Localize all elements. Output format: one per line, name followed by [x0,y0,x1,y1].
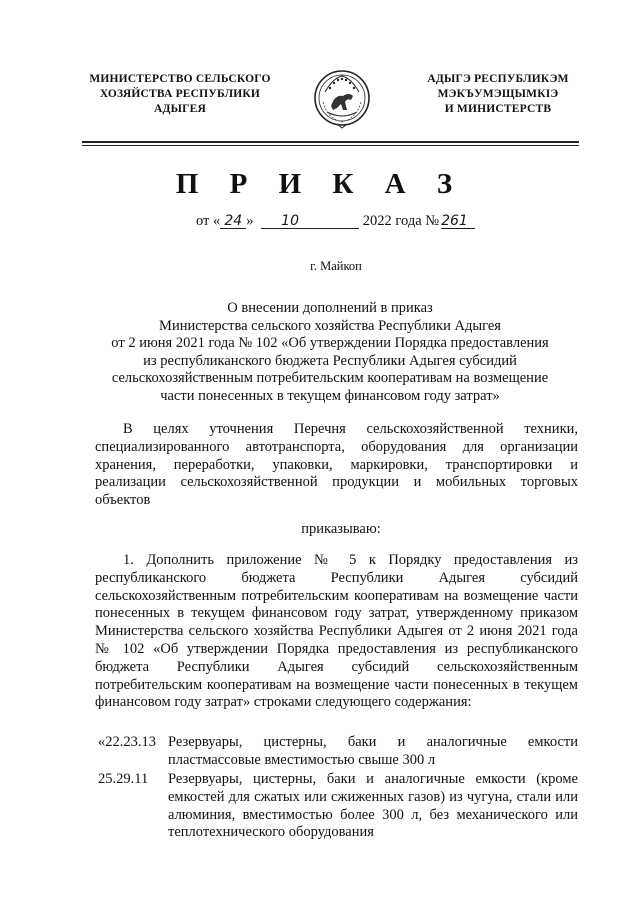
ministry-name-line: МЭКЪУМЭЩЫМКIЭ [437,88,559,100]
subject-line: от 2 июня 2021 года № 102 «Об утверждении Порядка предоставления [111,335,549,351]
header-divider-thin [82,145,579,146]
subject-line: О внесении дополнений в приказ [227,300,433,316]
subject-line: Министерства сельского хозяйства Республики Адыгея [159,317,501,334]
okpd-code: «22.23.13 [98,734,156,750]
letterhead [60,66,590,136]
date-year: 2022 года № [362,213,440,229]
date-day: 24 [220,214,246,229]
ministry-name-line: ХОЗЯЙСТВА РЕСПУБЛИКИ [99,88,261,100]
preamble-paragraph: В целях уточнения Перечня сельскохозяйственной техники, специализированного автотранспорта, оборудования для организации хранения, переработки, упаковки, маркировки, транспортировки и реализации сельскохозяйственной продукции и мобильных торговых объектов [95,421,578,509]
item-description: Резервуары, цистерны, баки и аналогичные емкости пластмассовые вместимостью свыше 300 л [168,734,578,768]
okpd-code: 25.29.11 [98,771,149,787]
city-name: г. Майкоп [310,259,362,273]
header-divider-thick [82,141,579,143]
date-month: 10 [261,214,359,229]
order-number: 261 [441,214,475,229]
subject-line: из республиканского бюджета Республики Адыгея субсидий [143,352,517,369]
ministry-name-line: И МИНИСТЕРСТВ [444,103,552,115]
subject-line: части понесенных в текущем финансовом году затрат» [160,387,500,404]
date-prefix: от « [196,213,221,229]
order-subject [95,300,565,405]
subject-line: сельскохозяйственным потребительским кооперативам на возмещение [111,370,549,386]
ministry-name-russian [80,72,280,117]
date-quote-close: » [246,213,254,229]
ministry-name-adyghe [398,72,598,117]
item-description: Резервуары, цистерны, баки и аналогичные емкости (кроме емкостей для сжатых или сжиженных газов) из чугуна, стали или алюминия, вместимостью более 300 л, без механического или теплотехнического оборудования [168,771,578,841]
ministry-name-line: АДЫГЕЯ [153,103,206,115]
item-1-paragraph: 1. Дополнить приложение № 5 к Порядку предоставления из республиканского бюджета Республики Адыгея субсидий сельскохозяйственным потребительским кооперативам на возмещение части понесенных в текущем финансовом году затрат, утвержденному приказом Министерства сельского хозяйства Республики Адыгея от 2 июня 2021 года № 102 «Об утверждении Порядка предоставления из республиканского бюджета Республики Адыгея субсидий сельскохозяйственным потребительским кооперативам на возмещение части понесенных в текущем финансовом году затрат» строками следующего содержания: [95,552,578,711]
coat-of-arms-icon [313,66,371,130]
order-directive: приказываю: [301,521,381,537]
ministry-name-line: АДЫГЭ РЕСПУБЛИКЭМ [427,73,569,85]
ministry-name-line: МИНИСТЕРСТВО СЕЛЬСКОГО [89,73,271,85]
document-title: П Р И К А З [175,168,465,200]
order-date-number [196,213,475,230]
